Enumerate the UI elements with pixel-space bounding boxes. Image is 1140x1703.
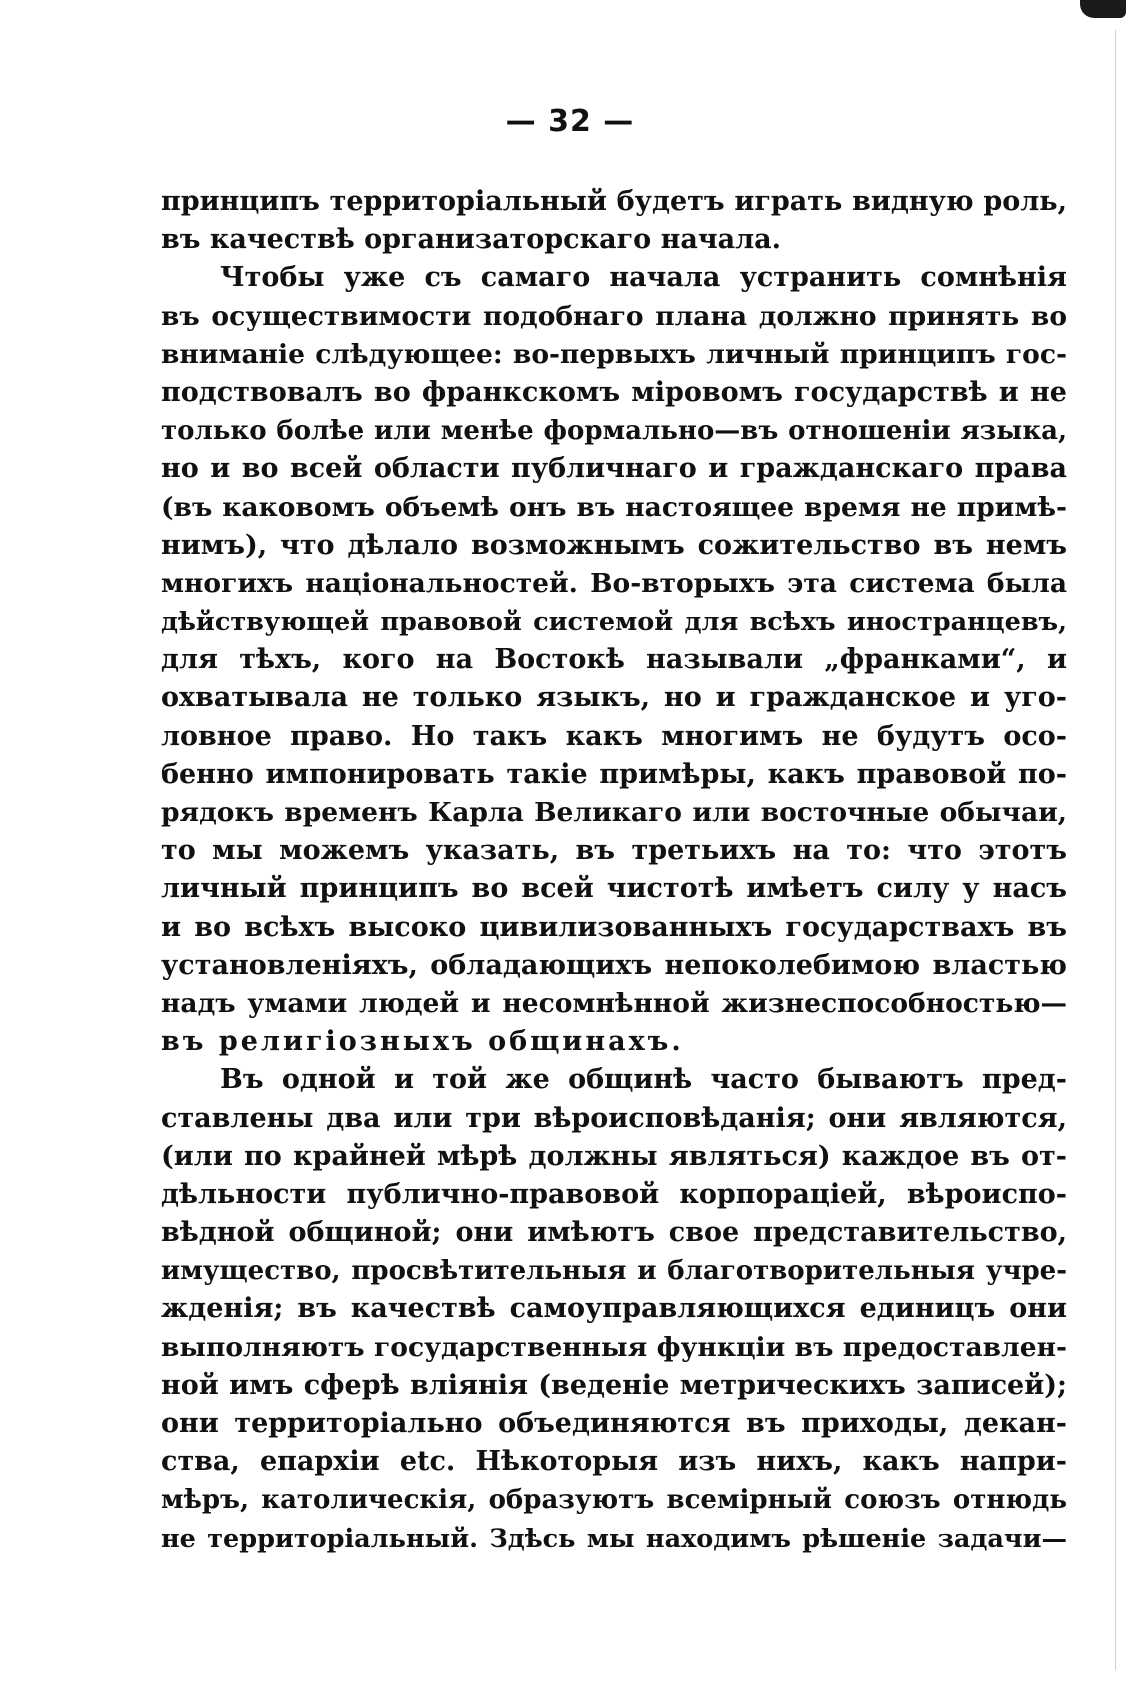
text-line: для тѣхъ, кого на Востокѣ называли „франками“, и	[161, 644, 1067, 676]
text-line: и во всѣхъ высоко цивилизованныхъ государствахъ въ	[161, 911, 1067, 943]
text-line: то мы можемъ указать, въ третьихъ на то: что этотъ	[161, 835, 1067, 867]
text-line: надъ умами людей и несомнѣнной жизнеспособностью—	[161, 987, 1067, 1019]
scan-corner-mark	[1080, 0, 1126, 18]
text-line: они территоріально объединяются въ приходы, декан-	[161, 1408, 1067, 1439]
text-line: рядокъ временъ Карла Великаго или восточные обычаи,	[161, 797, 1067, 828]
text-line: (или по крайней мѣрѣ должны являться) каждое въ от-	[161, 1140, 1067, 1172]
text-line: дѣйствующей правовой системой для всѣхъ иностранцевъ,	[161, 607, 1067, 638]
paragraph-start-line: Чтобы уже съ самаго начала устранить сомнѣнія	[220, 262, 1067, 294]
paragraph-start-line: Въ одной и той же общинѣ часто бываютъ пред-	[220, 1064, 1067, 1096]
text-line: мѣръ, католическія, образуютъ всемірный союзъ отнюдь	[161, 1485, 1067, 1516]
text-line: имущество, просвѣтительныя и благотворительныя учре-	[161, 1256, 1067, 1287]
text-line: выполняютъ государственныя функціи въ предоставлен-	[161, 1331, 1067, 1363]
text-line: ловное право. Но такъ какъ многимъ не будутъ осо-	[161, 720, 1067, 752]
text-line: установленіяхъ, обладающихъ непоколебимою властью	[161, 949, 1067, 981]
text-line: жденія; въ качествѣ самоуправляющихся единицъ они	[161, 1293, 1067, 1325]
text-line: въ качествѣ организаторскаго начала.	[161, 224, 782, 256]
scan-edge-line	[1115, 30, 1116, 1670]
text-line: нимъ), что дѣлало возможнымъ сожительство въ немъ	[161, 529, 1067, 561]
page-number: — 32 —	[505, 104, 635, 139]
text-line: (въ каковомъ объемѣ онъ въ настоящее время не примѣ-	[161, 491, 1067, 523]
text-line: ной имъ сферѣ вліянія (веденіе метрическихъ записей);	[161, 1369, 1067, 1401]
text-line: ставлены два или три вѣроисповѣданія; они являются,	[161, 1102, 1067, 1134]
body-text	[161, 183, 1067, 1558]
text-line: только болѣе или менѣе формально—въ отношеніи языка,	[161, 416, 1067, 447]
text-line: но и во всей области публичнаго и гражданскаго права	[161, 453, 1067, 485]
text-line: вниманіе слѣдующее: во-первыхъ личный принципъ гос-	[161, 338, 1067, 370]
text-line: вѣдной общиной; они имѣютъ свое представительство,	[161, 1217, 1067, 1249]
text-line: охватывала не только языкъ, но и гражданское и уго-	[161, 682, 1067, 714]
text-line: подствовалъ во франкскомъ міровомъ государствѣ и не	[161, 376, 1067, 408]
text-line: ства, епархіи etc. Нѣкоторыя изъ нихъ, какъ напри-	[161, 1446, 1067, 1478]
text-line: не территоріальный. Здѣсь мы находимъ рѣшеніе задачи—	[161, 1523, 1067, 1554]
text-line-emphasized: въ религіозныхъ общинахъ.	[161, 1026, 684, 1058]
text-line: бенно импонировать такіе примѣры, какъ правовой по-	[161, 758, 1067, 790]
text-line: дѣльности публично-правовой корпораціей, вѣроиспо-	[161, 1178, 1067, 1210]
text-line: многихъ національностей. Во-вторыхъ эта система была	[161, 567, 1067, 599]
text-line: принципъ территоріальный будетъ играть видную роль,	[161, 186, 1067, 217]
text-line: въ осуществимости подобнаго плана должно принять во	[161, 300, 1067, 332]
text-line: личный принципъ во всей чистотѣ имѣетъ силу у насъ	[161, 873, 1067, 905]
